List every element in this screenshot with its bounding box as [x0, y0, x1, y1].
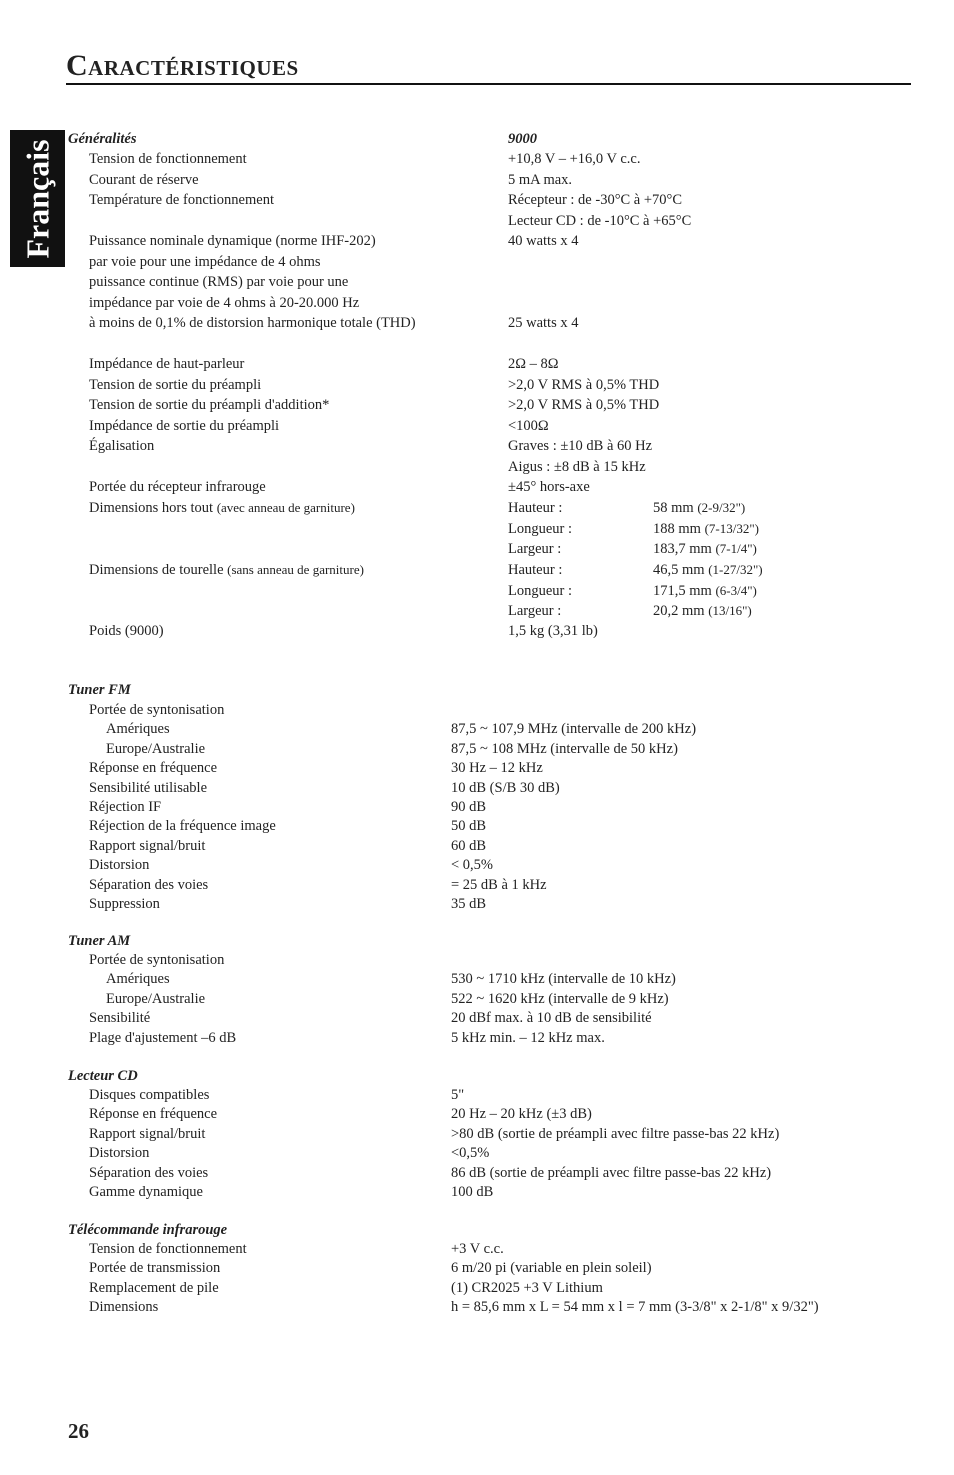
- spec-value: 100 dB: [451, 1184, 494, 1200]
- dimension-metric: 58 mm: [653, 500, 694, 516]
- dims-label-main: Dimensions hors tout: [89, 500, 214, 516]
- dimension-metric: 183,7 mm: [653, 541, 712, 557]
- spec-value: 87,5 ~ 107,9 MHz (intervalle de 200 kHz): [451, 721, 697, 738]
- spec-label: Séparation des voies: [89, 876, 209, 893]
- section-heading-cd: Lecteur CD: [68, 1068, 138, 1084]
- dimension-value: [653, 499, 745, 517]
- dimension-value: [653, 582, 757, 600]
- spec-value: 530 ~ 1710 kHz (intervalle de 10 kHz): [451, 971, 676, 988]
- spec-label: Température de fonctionnement: [89, 192, 274, 208]
- spec-label: à moins de 0,1% de distorsion harmonique totale (THD): [89, 315, 416, 331]
- spec-value: +10,8 V – +16,0 V c.c.: [508, 151, 641, 167]
- spec-value: 30 Hz – 12 kHz: [451, 760, 543, 777]
- section-heading-fm: Tuner FM: [68, 682, 131, 698]
- spec-value: 50 dB: [451, 818, 487, 835]
- spec-value: Graves : ±10 dB à 60 Hz: [508, 438, 653, 454]
- spec-value: < 0,5%: [451, 857, 494, 874]
- spec-value: 35 dB: [451, 896, 487, 912]
- dimension-metric: 20,2 mm: [653, 603, 705, 619]
- spec-value: 5": [451, 1087, 465, 1103]
- section-heading-general: Généralités: [68, 131, 137, 147]
- dimension-imperial: (7-1/4"): [715, 541, 757, 556]
- dimension-value: [653, 561, 763, 579]
- spec-label: Séparation des voies: [89, 1164, 209, 1181]
- spec-value: 1,5 kg (3,31 lb): [508, 623, 598, 639]
- spec-label: Réjection IF: [89, 799, 162, 815]
- spec-value: = 25 dB à 1 kHz: [451, 876, 547, 893]
- spec-value: 60 dB: [451, 837, 487, 854]
- dimension-key: Largeur :: [508, 603, 562, 619]
- spec-label: Courant de réserve: [89, 172, 199, 188]
- spec-label: Portée de syntonisation: [89, 702, 225, 718]
- section-heading-remote: Télécommande infrarouge: [68, 1222, 228, 1238]
- spec-value: (1) CR2025 +3 V Lithium: [451, 1279, 603, 1296]
- spec-value: 86 dB (sortie de préampli avec filtre passe-bas 22 kHz): [451, 1164, 772, 1181]
- spec-label: [89, 499, 355, 517]
- spec-label: Disques compatibles: [89, 1087, 210, 1103]
- dimension-imperial: (13/16"): [708, 603, 752, 618]
- spec-value: 5 mA max.: [508, 172, 573, 188]
- spec-value: <0,5%: [451, 1145, 490, 1162]
- spec-label: Portée du récepteur infrarouge: [89, 479, 266, 495]
- spec-value: 6 m/20 pi (variable en plein soleil): [451, 1260, 652, 1277]
- spec-label: Portée de syntonisation: [89, 952, 225, 968]
- dimension-metric: 46,5 mm: [653, 562, 705, 578]
- dimension-imperial: (7-13/32"): [704, 520, 759, 536]
- spec-label: Portée de transmission: [89, 1260, 221, 1277]
- section-heading-am: Tuner AM: [68, 933, 131, 949]
- spec-value: 10 dB (S/B 30 dB): [451, 779, 560, 796]
- spec-label: Sensibilité utilisable: [89, 779, 208, 796]
- dimension-key: Hauteur :: [508, 500, 563, 516]
- spec-label: Poids (9000): [89, 623, 164, 639]
- spec-label: Sensibilité: [89, 1010, 151, 1027]
- spec-value: Aigus : ±8 dB à 15 kHz: [508, 459, 646, 475]
- dimension-key: Longueur :: [508, 520, 573, 537]
- spec-label: Gamme dynamique: [89, 1184, 203, 1200]
- spec-value: >80 dB (sortie de préampli avec filtre passe-bas 22 kHz): [451, 1125, 780, 1142]
- spec-value: Lecteur CD : de -10°C à +65°C: [508, 213, 692, 229]
- spec-value: 2Ω – 8Ω: [508, 356, 559, 372]
- spec-value: h = 85,6 mm x L = 54 mm x l = 7 mm (3-3/8" x 2-1/8" x 9/32"): [451, 1299, 819, 1316]
- spec-label: Puissance nominale dynamique (norme IHF-202): [89, 233, 376, 249]
- spec-label: Suppression: [89, 896, 160, 912]
- dimension-key: Largeur :: [508, 541, 562, 557]
- spec-label: Distorsion: [89, 857, 150, 874]
- spec-label: par voie pour une impédance de 4 ohms: [89, 254, 321, 270]
- spec-label: Amériques: [106, 971, 170, 988]
- dimension-imperial: (2-9/32"): [697, 500, 746, 515]
- spec-value: 40 watts x 4: [508, 233, 579, 249]
- dims-label-note: (avec anneau de garniture): [216, 500, 355, 515]
- spec-label: Égalisation: [89, 438, 155, 454]
- spec-value: 20 Hz – 20 kHz (±3 dB): [451, 1106, 592, 1123]
- spec-label: Plage d'ajustement –6 dB: [89, 1029, 237, 1046]
- spec-label: Europe/Australie: [106, 740, 206, 757]
- spec-label: Impédance de sortie du préampli: [89, 418, 280, 434]
- spec-label: Réjection de la fréquence image: [89, 818, 276, 835]
- dimension-value: [653, 602, 752, 620]
- spec-label: Rapport signal/bruit: [89, 1125, 206, 1142]
- spec-label: [89, 561, 364, 579]
- spec-label: Impédance de haut-parleur: [89, 356, 245, 372]
- spec-value: <100Ω: [508, 418, 549, 434]
- spec-label: Tension de fonctionnement: [89, 1241, 247, 1257]
- spec-label: Europe/Australie: [106, 990, 206, 1007]
- language-tab: [10, 130, 65, 267]
- spec-label: Rapport signal/bruit: [89, 837, 206, 854]
- spec-label: Remplacement de pile: [89, 1279, 219, 1296]
- spec-value: Récepteur : de -30°C à +70°C: [508, 192, 682, 208]
- spec-value: 20 dBf max. à 10 dB de sensibilité: [451, 1010, 652, 1027]
- spec-label: impédance par voie de 4 ohms à 20-20.000 Hz: [89, 295, 360, 311]
- language-tab-label: Français: [19, 138, 55, 259]
- spec-value: 522 ~ 1620 kHz (intervalle de 9 kHz): [451, 990, 669, 1007]
- spec-label: Tension de sortie du préampli d'addition*: [89, 397, 330, 413]
- spec-label: Réponse en fréquence: [89, 760, 218, 777]
- spec-label: puissance continue (RMS) par voie pour une: [89, 274, 349, 290]
- spec-label: Dimensions: [89, 1299, 159, 1316]
- spec-value: ±45° hors-axe: [508, 479, 590, 495]
- spec-value: 87,5 ~ 108 MHz (intervalle de 50 kHz): [451, 740, 678, 757]
- spec-value: 90 dB: [451, 799, 487, 815]
- spec-label: Distorsion: [89, 1145, 150, 1162]
- spec-value: +3 V c.c.: [451, 1241, 504, 1257]
- dimension-key: Hauteur :: [508, 562, 563, 578]
- spec-label: Réponse en fréquence: [89, 1106, 218, 1123]
- spec-label: Tension de fonctionnement: [89, 151, 247, 167]
- dimension-imperial: (1-27/32"): [708, 562, 763, 577]
- dimension-metric: 171,5 mm: [653, 582, 712, 599]
- spec-label: Tension de sortie du préampli: [89, 377, 262, 393]
- spec-value: >2,0 V RMS à 0,5% THD: [508, 377, 660, 393]
- model-heading: 9000: [508, 131, 537, 147]
- dimension-key: Longueur :: [508, 582, 573, 599]
- spec-label: Amériques: [106, 721, 170, 738]
- title-rule: [66, 83, 911, 85]
- dimension-value: [653, 520, 759, 538]
- page-title: Caractéristiques: [66, 49, 299, 82]
- spec-value: >2,0 V RMS à 0,5% THD: [508, 397, 660, 413]
- dims-label-note: (sans anneau de garniture): [227, 562, 364, 577]
- dims-label-main: Dimensions de tourelle: [89, 562, 224, 578]
- spec-value: 5 kHz min. – 12 kHz max.: [451, 1029, 605, 1046]
- dimension-value: [653, 540, 757, 558]
- dimension-metric: 188 mm: [653, 520, 701, 537]
- dimension-imperial: (6-3/4"): [715, 582, 757, 598]
- page-number: 26: [68, 1419, 89, 1443]
- spec-value: 25 watts x 4: [508, 315, 579, 331]
